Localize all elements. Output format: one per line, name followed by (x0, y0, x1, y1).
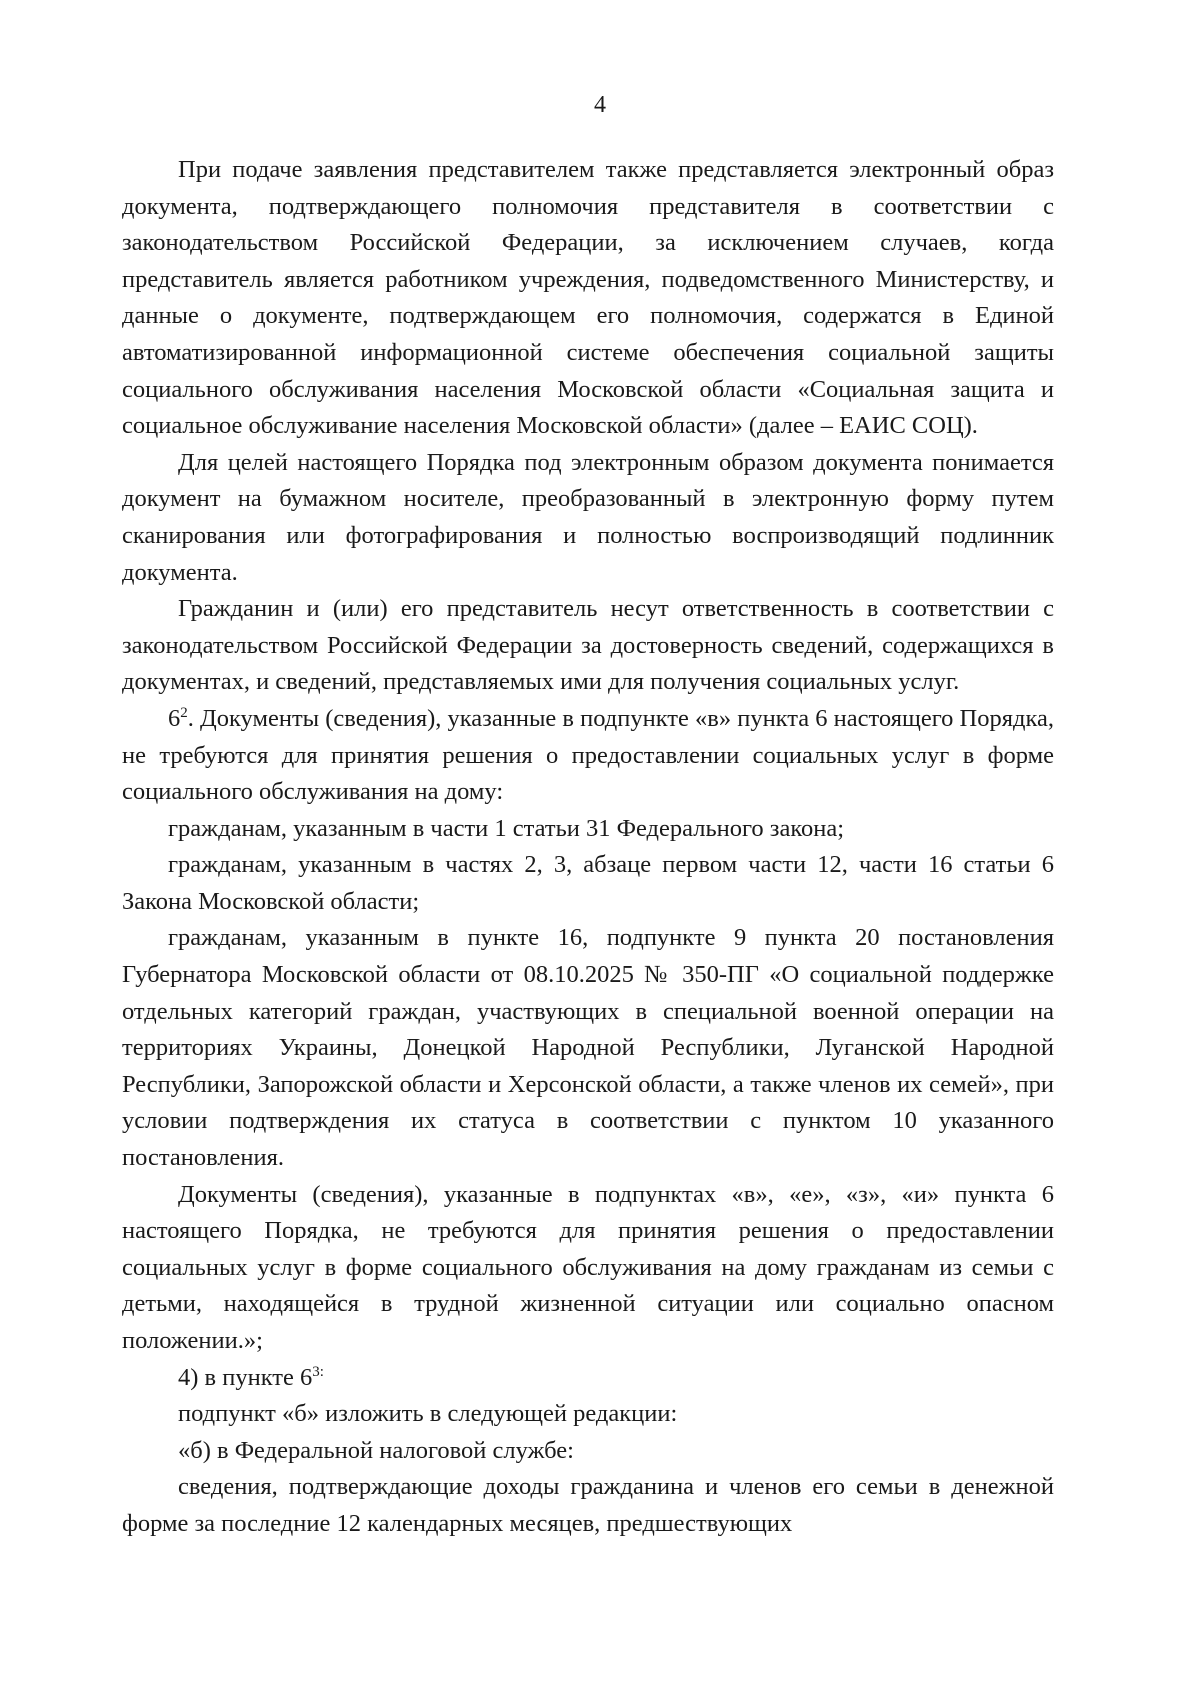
paragraph-electronic-image-definition: Для целей настоящего Порядка под электронным образом документа понимается документ на бумажном носителе, преобразованный в электронную форму путем сканирования или фотографирования и полностью воспроизводящий подлинник документа. (122, 448, 1054, 586)
paragraph-income-information: сведения, подтверждающие доходы гражданина и членов его семьи в денежной форме за последние 12 календарных месяцев, предшествующих (122, 1473, 1054, 1537)
page-number: 4 (594, 92, 606, 118)
paragraph-representative-application: При подаче заявления представителем также представляется электронный образ документа, подтверждающего полномочия представителя в соответствии с законодательством Российской Федерации, за исключением случаев, когда представитель является работником учреждения, подведомственного Министерству, и данные о документе, подтверждающем его полномочия, содержатся в Единой автоматизированной информационной системе обеспечения социальной защиты социального обслуживания населения Московской области «Социальная защита и социальное обслуживание населения Московской области» (далее – ЕАИС СОЦ). (122, 156, 1054, 440)
item-superscript: 3: (312, 1363, 324, 1380)
paragraph-item-6-3 (122, 1360, 1054, 1397)
paragraph-citizens-moscow-law: гражданам, указанным в частях 2, 3, абзаце первом части 12, части 16 статьи 6 Закона Московской области; (122, 851, 1054, 915)
item-superscript: 2 (180, 704, 188, 721)
paragraph-citizens-governor-decree: гражданам, указанным в пункте 16, подпункте 9 пункта 20 постановления Губернатора Московской области от 08.10.2025 № 350-ПГ «О социальной поддержке отдельных категорий граждан, участвующих в специальной военной операции на территориях Украины, Донецкой Народной Республики, Луганской Народной Республики, Запорожской области и Херсонской области, а также членов их семей», при условии подтверждения их статуса в соответствии с пунктом 10 указанного постановления. (122, 924, 1054, 1172)
paragraph-family-with-children: Документы (сведения), указанные в подпунктах «в», «е», «з», «и» пункта 6 настоящего Порядка, не требуются для принятия решения о предоставлении социальных услуг в форме социального обслуживания на дому гражданам из семьи с детьми, находящейся в трудной жизненной ситуации или социально опасном положении.»; (122, 1180, 1054, 1354)
paragraph-responsibility: Гражданин и (или) его представитель несут ответственность в соответствии с законодательством Российской Федерации за достоверность сведений, содержащихся в документах, и сведений, представляемых ими для получения социальных услуг. (122, 595, 1054, 696)
paragraph-item-6-2 (122, 701, 1054, 811)
paragraph-citizens-federal-law: гражданам, указанным в части 1 статьи 31 Федерального закона; (168, 814, 845, 842)
paragraph-subitem-b-edit: подпункт «б» изложить в следующей редакции: (178, 1400, 678, 1428)
item-text: 4) в пункте 6 (178, 1363, 313, 1391)
item-text: . Документы (сведения), указанные в подпункте «в» пункта 6 настоящего Порядка, не требуются для принятия решения о предоставлении социальных услуг в форме социального обслуживания на дому: (122, 704, 1054, 806)
paragraph-tax-service: «б) в Федеральной налоговой службе: (178, 1436, 574, 1464)
document-body (122, 152, 1054, 1543)
item-number: 6 (168, 704, 181, 732)
